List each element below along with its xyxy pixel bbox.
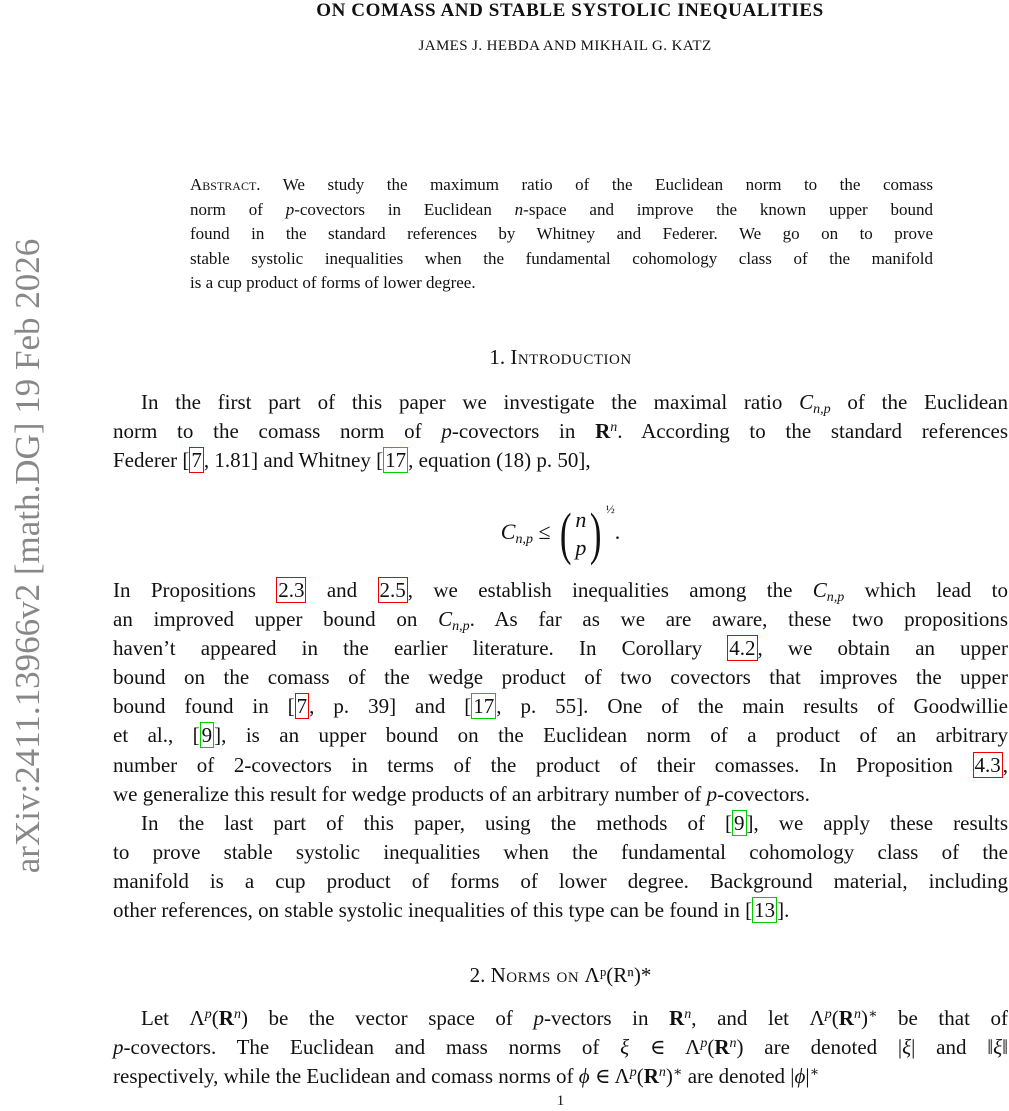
math-symbol: ϕ — [794, 1064, 806, 1089]
text: | — [805, 1064, 810, 1089]
internal-reference-link[interactable]: 7 — [296, 694, 308, 719]
formula-exponent: ½ — [605, 502, 615, 516]
text-line — [113, 867, 1008, 896]
formula-lhs: C — [500, 519, 516, 544]
text: -covectors. The Euclidean and mass norms of — [123, 1035, 621, 1060]
text: We study the maximum ratio of the Euclidean norm to the comass — [260, 175, 933, 194]
text: -space and improve the known upper bound — [523, 199, 933, 219]
text: which lead to — [844, 578, 1009, 602]
text: ( — [831, 1006, 839, 1030]
math-bold-symbol: R — [838, 1006, 854, 1030]
text-line — [113, 1033, 1008, 1062]
formula-relation: ≤ — [538, 519, 551, 544]
text: ) — [860, 1006, 868, 1030]
text: ( — [211, 1006, 219, 1030]
text: ‖ — [1002, 1035, 1009, 1060]
text-line — [113, 1004, 1008, 1033]
text: haven’t appeared in the earlier literature. In Corollary — [113, 636, 728, 661]
text: . As far as we are aware, these two propositions — [469, 607, 1008, 632]
text: -covectors in Euclidean — [294, 199, 515, 219]
text: , equation (18) p. 50], — [408, 448, 591, 473]
text: be that of — [877, 1006, 1008, 1030]
math-superscript: n — [853, 1007, 861, 1022]
math-symbol: ξ — [902, 1035, 912, 1060]
text: et al., [ — [113, 723, 200, 748]
text: ], is an upper bound on the Euclidean norm of a product of an arbitrary — [214, 723, 1008, 748]
formula-period: . — [614, 519, 621, 544]
math-subscript: n,p — [813, 402, 831, 418]
text: In the last part of this paper, using the methods of [ — [141, 811, 732, 835]
formula-lhs-subscript: n,p — [515, 532, 533, 548]
text: ]. — [777, 898, 790, 923]
paper-authors: JAMES J. HEBDA AND MIKHAIL G. KATZ — [418, 38, 712, 54]
text-line — [190, 247, 933, 272]
text-line — [113, 388, 1008, 417]
text: other references, on stable systolic inequalities of this type can be found in [ — [113, 898, 753, 923]
text: ) are denoted | — [736, 1035, 903, 1060]
binom-top: n — [575, 506, 587, 532]
math-superscript: p — [824, 1007, 832, 1022]
text: bound found in [ — [113, 694, 295, 719]
text: respectively, while the Euclidean and comass norms of — [113, 1064, 579, 1089]
binom-bottom: p — [575, 534, 587, 560]
text: we generalize this result for wedge products of an arbitrary number of — [113, 781, 707, 806]
citation-link[interactable]: 17 — [473, 694, 495, 719]
right-paren: ) — [590, 500, 602, 566]
text: ) be the vector space of — [240, 1006, 534, 1030]
math-symbol: ξ — [620, 1035, 630, 1060]
text-line — [190, 271, 933, 296]
text-line — [113, 692, 1008, 721]
text: , — [1002, 752, 1008, 777]
text-line — [113, 446, 1008, 475]
math-superscript: ∗ — [672, 1065, 683, 1081]
math-bold-symbol: R — [218, 1006, 234, 1030]
text-line — [113, 576, 1008, 605]
text: are denoted | — [682, 1064, 795, 1089]
text-line — [113, 1062, 1008, 1091]
section-title-math: Λᵖ(Rⁿ)* — [584, 963, 652, 987]
text: , we obtain an upper — [757, 636, 1008, 661]
text: bound on the comass of the wedge product of two covectors that improves the upper — [113, 665, 1008, 690]
text: , 1.81] and Whitney [ — [203, 448, 384, 473]
citation-link[interactable]: 17 — [385, 448, 407, 473]
left-paren: ( — [559, 500, 572, 566]
math-subscript: n,p — [452, 619, 470, 635]
abstract-lines — [190, 173, 933, 296]
math-superscript: p — [700, 1036, 708, 1052]
internal-reference-link[interactable]: 4.2 — [729, 636, 756, 661]
text: Federer [ — [113, 448, 190, 473]
abstract — [190, 173, 933, 296]
citation-link[interactable]: 9 — [201, 723, 213, 748]
text: In the first part of this paper we investigate the maximal ratio — [141, 390, 800, 414]
text: manifold is a cup product of forms of lower degree. Background material, including — [113, 869, 1008, 894]
text: , p. 55]. One of the main results of Goodwillie — [496, 694, 1008, 719]
text: norm of — [190, 199, 286, 219]
text-line — [113, 634, 1008, 663]
math-superscript: p — [629, 1065, 637, 1081]
text: -covectors in — [451, 419, 596, 444]
math-symbol: p — [706, 781, 718, 806]
text: norm to the comass norm of — [113, 419, 442, 444]
internal-reference-link[interactable]: 2.3 — [278, 578, 305, 602]
text-line — [113, 721, 1008, 750]
text-line — [113, 605, 1008, 634]
math-superscript: n — [658, 1065, 666, 1081]
text: | and ‖ — [911, 1035, 994, 1060]
intro-paragraph-3 — [113, 809, 1008, 925]
section-title: Introduction — [510, 345, 632, 369]
math-superscript: n — [684, 1007, 692, 1022]
section-2-paragraph — [113, 1004, 1008, 1091]
page-number: 1 — [556, 1093, 565, 1109]
text: , and let Λ — [691, 1006, 825, 1030]
text: , p. 39] and [ — [309, 694, 472, 719]
math-superscript: ∗ — [809, 1065, 820, 1081]
text: stable systolic inequalities when the fundamental cohomology class of the manifold — [190, 248, 933, 268]
intro-paragraph-2 — [113, 576, 1008, 809]
math-superscript: n — [233, 1007, 241, 1022]
text-line — [113, 417, 1008, 446]
abstract-label: Abstract. — [190, 175, 261, 194]
text: an improved upper bound on — [113, 607, 439, 632]
display-formula — [113, 500, 1008, 564]
math-symbol: p — [113, 1035, 124, 1060]
section-number: 1. — [489, 345, 506, 369]
text: ( — [636, 1064, 644, 1089]
citation-link[interactable]: 9 — [734, 811, 745, 835]
internal-reference-link[interactable]: 4.3 — [974, 752, 1001, 777]
math-symbol: p — [533, 1006, 544, 1030]
text: ], we apply these results — [746, 811, 1008, 835]
section-1-heading — [113, 345, 1008, 370]
math-symbol: n — [514, 199, 524, 219]
text: is a cup product of forms of lower degree. — [190, 273, 476, 293]
section-number: 2. — [469, 963, 486, 987]
text-line — [113, 809, 1008, 838]
text-line — [190, 222, 933, 247]
text: found in the standard references by Whitney and Federer. We go on to prove — [190, 224, 933, 244]
text: ) — [665, 1064, 673, 1089]
text-line — [190, 173, 933, 198]
math-superscript: n — [729, 1036, 737, 1052]
math-symbol: ξ — [993, 1035, 1003, 1060]
math-symbol: C — [812, 578, 827, 602]
text-line — [113, 838, 1008, 867]
text: , we establish inequalities among the — [407, 578, 813, 602]
math-bold-symbol: R — [669, 1006, 685, 1030]
text: In Propositions — [113, 578, 277, 602]
math-symbol: C — [799, 390, 814, 414]
binomial — [556, 500, 606, 566]
intro-paragraph-1 — [113, 388, 1008, 475]
math-bold-symbol: R — [595, 419, 611, 444]
text-line — [190, 198, 933, 223]
math-superscript: p — [204, 1007, 212, 1022]
text: Let Λ — [141, 1006, 205, 1030]
math-symbol: ϕ — [578, 1064, 590, 1089]
math-superscript: ∗ — [867, 1007, 878, 1022]
section-2-heading — [113, 963, 1008, 988]
arxiv-identifier-stamp: arXiv:2411.13966v2 [math.DG] 19 Feb 2026 — [8, 238, 47, 874]
citation-link[interactable]: 13 — [754, 898, 776, 923]
math-symbol: p — [285, 199, 295, 219]
math-symbol: p — [441, 419, 452, 444]
text-line — [113, 780, 1008, 809]
text: of the Euclidean — [830, 390, 1009, 414]
math-bold-symbol: R — [714, 1035, 730, 1060]
text-line — [113, 663, 1008, 692]
text: . According to the standard references — [617, 419, 1008, 444]
text: -covectors. — [717, 781, 810, 806]
text: ∈ Λ — [629, 1035, 701, 1060]
math-subscript: n,p — [826, 590, 845, 606]
text: to prove stable systolic inequalities when the fundamental cohomology class of the — [113, 840, 1008, 865]
text: number of 2-covectors in terms of the product of their comasses. In Proposition — [113, 752, 973, 777]
text: and — [306, 578, 378, 602]
text-line — [113, 751, 1008, 780]
internal-reference-link[interactable]: 2.5 — [379, 578, 406, 602]
text: ∈ Λ — [589, 1064, 630, 1089]
math-bold-symbol: R — [643, 1064, 659, 1089]
section-title: Norms on — [490, 963, 580, 987]
text: -vectors in — [543, 1006, 670, 1030]
internal-reference-link[interactable]: 7 — [191, 448, 202, 473]
text: ( — [707, 1035, 715, 1060]
text-line — [113, 896, 1008, 925]
math-superscript: n — [610, 420, 618, 436]
math-symbol: C — [438, 607, 453, 632]
paper-title: ON COMASS AND STABLE SYSTOLIC INEQUALITIES — [316, 0, 824, 21]
